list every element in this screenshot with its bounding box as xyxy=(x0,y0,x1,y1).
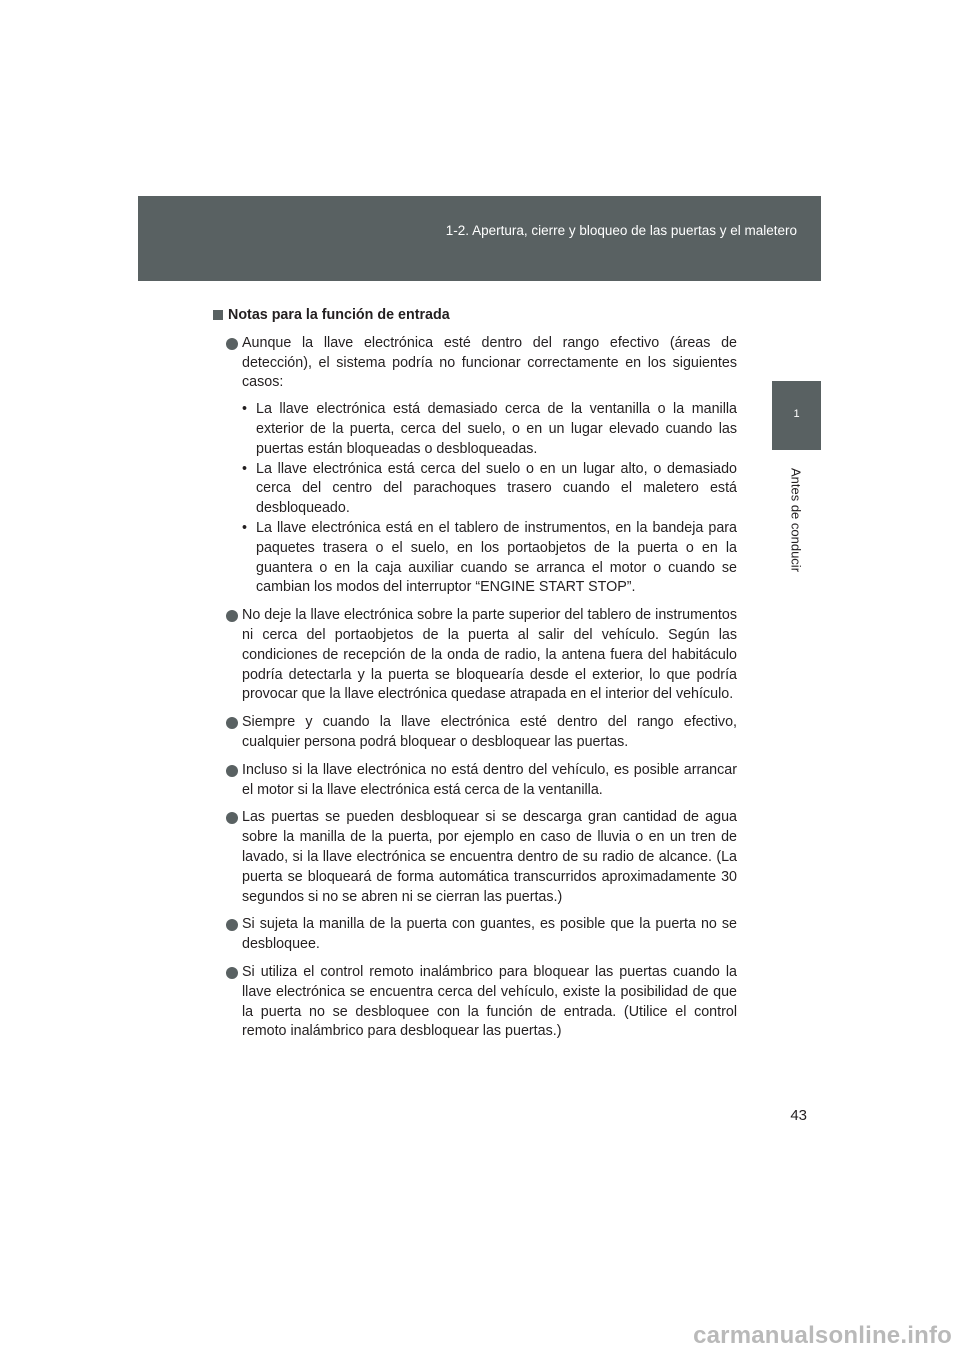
bullet-item xyxy=(213,761,737,801)
bullet-dot-icon xyxy=(226,338,238,350)
page-content xyxy=(213,306,737,1042)
bullet-item xyxy=(213,963,737,1042)
sub-list-item-text: La llave electrónica está demasiado cerca de la ventanilla o la manilla exterior de la puerta, cerca del suelo, o en un lugar elevado cuando las puertas están bloqueadas o desbloqueadas. xyxy=(256,401,737,457)
bullet-dot-icon xyxy=(226,765,238,777)
sub-bullet-mark: • xyxy=(242,519,248,536)
chapter-number: 1 xyxy=(793,408,800,420)
bullet-text: Si sujeta la manilla de la puerta con guantes, es posible que la puerta no se desbloquee. xyxy=(242,916,737,953)
bullet-item xyxy=(213,606,737,705)
section-heading xyxy=(213,306,737,326)
chapter-header-title: 1-2. Apertura, cierre y bloqueo de las puertas y el maletero xyxy=(445,223,797,238)
bullet-text: Si utiliza el control remoto inalámbrico para bloquear las puertas cuando la llave electrónica se encuentra cerca del vehículo, existe la posibilidad de que la puerta no se desbloquee con la función de entrada. (Utilice el control remoto inalámbrico para desbloquear las puertas.) xyxy=(242,963,737,1040)
bullet-dot-icon xyxy=(226,919,238,931)
sub-list-item xyxy=(242,460,737,519)
page-number: 43 xyxy=(790,1107,807,1124)
bullet-dot-icon xyxy=(226,717,238,729)
bullet-text: Incluso si la llave electrónica no está dentro del vehículo, es posible arrancar el motor si la llave electrónica está cerca de la ventanilla. xyxy=(242,761,737,798)
chapter-side-label: Antes de conducir xyxy=(788,467,804,573)
section-heading-text: Notas para la función de entrada xyxy=(228,307,450,323)
square-icon xyxy=(213,310,223,320)
bullet-text: Las puertas se pueden desbloquear si se descarga gran cantidad de agua sobre la manilla de la puerta, por ejemplo en caso de lluvia o en un tren de lavado, si la llave electrónica se encuentra dentro de su radio de alcance. (La puerta se bloqueará de forma automática transcurridos aproximadamente 30 segundos si no se abren ni se cierran las puertas.) xyxy=(242,809,737,905)
bullet-text: Aunque la llave electrónica esté dentro del rango efectivo (áreas de detección), el sistema podría no funcionar correctamente en los siguientes casos: xyxy=(242,334,737,391)
bullet-item xyxy=(213,808,737,907)
watermark-text: carmanualsonline.info xyxy=(693,1322,952,1349)
bullet-dot-icon xyxy=(226,610,238,622)
sub-bullet-mark: • xyxy=(242,460,248,477)
bullet-text: Siempre y cuando la llave electrónica esté dentro del rango efectivo, cualquier persona podrá bloquear o desbloquear las puertas. xyxy=(242,714,737,750)
sub-bullet-mark: • xyxy=(242,401,248,418)
chapter-side-tab xyxy=(772,381,821,450)
bullet-item xyxy=(213,334,737,598)
chapter-header-band xyxy=(138,196,821,281)
sub-list xyxy=(242,400,737,598)
sub-list-item xyxy=(242,400,737,459)
bullet-text: No deje la llave electrónica sobre la parte superior del tablero de instrumentos ni cerca del portaobjetos de la puerta al salir del vehículo. Según las condiciones de recepción de la onda de radio, la antena fuera del habitáculo podría detectarla y la puerta se bloquearía desde el exterior, lo que podría provocar que la llave electrónica quedase atrapada en el interior del vehículo. xyxy=(242,607,737,703)
bullet-item xyxy=(213,713,737,753)
bullet-dot-icon xyxy=(226,967,238,979)
chapter-side-strip xyxy=(772,450,821,590)
sub-list-item xyxy=(242,519,737,598)
sub-list-item-text: La llave electrónica está cerca del suelo o en un lugar alto, o demasiado cerca del centro del parachoques trasero cuando el maletero está desbloqueado. xyxy=(256,460,737,517)
sub-list-item-text: La llave electrónica está en el tablero de instrumentos, en la bandeja para paquetes trasera o el suelo, en los portaobjetos de la puerta o en la guantera o en la caja auxiliar cuando se arranca el motor o cuando se cambian los modos del interruptor “ENGINE START STOP”. xyxy=(256,519,737,596)
bullet-item xyxy=(213,915,737,955)
bullet-dot-icon xyxy=(226,812,238,824)
